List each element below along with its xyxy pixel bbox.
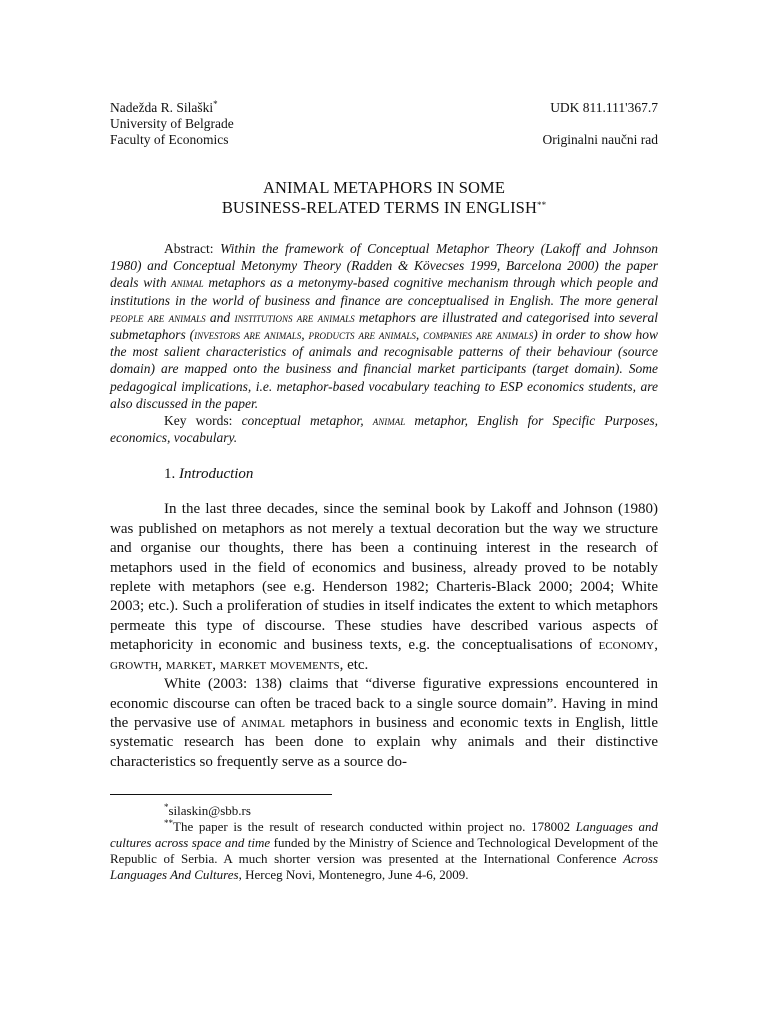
- body-text: [110, 500, 658, 772]
- paragraph-text: In the last three decades, since the seminal book by Lakoff and Johnson (1980) was published on metaphors as not merely a textual decoration but the way we structure and organise our thoughts, there has been a continuing interest in the research of metaphors used in the field of economics and business, already proved to be notably replete with metaphors (see e.g. Henderson 1982; Charteris-Black 2000; 2004; White 2003; etc.). Such a proliferation of studies in itself indicates the extent to which metaphors permeate this type of discourse. These studies have described various aspects of metaphoricity in economic and business texts, e.g. the conceptualisations of: [110, 501, 658, 654]
- title-line-1: ANIMAL METAPHORS IN SOME: [262, 178, 506, 197]
- abstract: [110, 240, 658, 412]
- abstract-text: metaphors are illustrated and categorised into several submetaphors (: [110, 309, 658, 343]
- footnote-rule: [110, 794, 332, 795]
- abstract-text: ) in order to show how the most salient characteristics of animals and recognisable patterns of their behaviour (source domain) are mapped onto the business and financial market participants (target domain). Some pedagogical implications, i.e. metaphor-based vocabulary teaching to ESP economics students, are also discussed in the paper.: [110, 327, 659, 411]
- paper-page: [110, 100, 658, 883]
- abstract-smallcaps: institutions are animals: [234, 309, 355, 325]
- paragraph-2: [110, 675, 658, 772]
- author-footnote-mark: *: [213, 99, 218, 109]
- footnote-mark: *: [164, 802, 169, 813]
- classification-block: [543, 100, 658, 148]
- conference-title: Across Languages And Cultures: [110, 851, 658, 883]
- footnotes: [110, 803, 658, 883]
- section-title: Introduction: [179, 466, 254, 483]
- abstract-text: and: [205, 309, 235, 325]
- title-line-2: BUSINESS-RELATED TERMS IN ENGLISH: [221, 198, 537, 217]
- abstract-text: metaphors as a metonymy-based cognitive mechanism through which people and institutions in the world of business and finance are conceptualised in English. The more general: [110, 275, 658, 308]
- keywords: [110, 412, 658, 446]
- footnote-mark: **: [164, 818, 173, 829]
- footnote-text: The paper is the result of research conducted within project no. 178002: [173, 819, 576, 835]
- keywords-text: conceptual metaphor,: [241, 413, 373, 429]
- section-heading: [110, 464, 658, 484]
- paragraph-smallcaps: animal: [240, 714, 285, 731]
- page-header: [110, 100, 658, 156]
- abstract-block: [110, 240, 658, 446]
- footnote-1: [110, 803, 658, 819]
- abstract-smallcaps: animal: [171, 275, 204, 291]
- abstract-smallcaps: investors are animals, products are animals, companies are animals: [194, 327, 534, 343]
- footnote-text: funded by the Ministry of Science and Technological Development of the Republic of Serbia. A much shorter version was presented at the International Conference: [110, 835, 658, 867]
- author-block: [110, 100, 234, 148]
- project-title: Languages and cultures across space and time: [110, 819, 658, 851]
- abstract-text: Within the framework of Conceptual Metaphor Theory (Lakoff and Johnson 1980) and Conceptual Metonymy Theory (Radden & Kövecses 1999, Barcelona 2000) the paper deals with: [110, 241, 658, 291]
- footnote-text: , Herceg Novi, Montenegro, June 4-6, 2009.: [238, 867, 469, 883]
- keywords-text: metaphor, English for Specific Purposes, economics, vocabulary.: [110, 413, 658, 446]
- paragraph-text: , etc.: [339, 656, 369, 673]
- abstract-label: Abstract:: [164, 241, 221, 256]
- paper-title: [110, 178, 658, 218]
- paragraph-text: metaphors in business and economic texts in English, little systematic research has been done to explain why animals and their distinctive characteristics so frequently serve as a source do-: [110, 714, 659, 770]
- keywords-smallcaps: animal: [372, 413, 406, 429]
- author-name: Nadežda R. Silaški: [110, 100, 214, 115]
- udk-code: UDK 811.111'367.7: [550, 100, 658, 115]
- affiliation-university: University of Belgrade: [110, 116, 234, 131]
- paragraph-1: [110, 500, 658, 675]
- footnote-2: [110, 819, 658, 883]
- keywords-label: Key words:: [164, 413, 242, 429]
- section-number: 1.: [164, 466, 179, 483]
- affiliation-faculty: Faculty of Economics: [110, 132, 229, 147]
- title-footnote-mark: **: [536, 200, 547, 210]
- paragraph-smallcaps: economy, growth, market, market movements: [110, 637, 658, 673]
- author-email: silaskin@sbb.rs: [168, 803, 251, 819]
- paper-type: Originalni naučni rad: [542, 132, 658, 147]
- abstract-smallcaps: people are animals: [110, 309, 206, 325]
- paragraph-text: White (2003: 138) claims that “diverse figurative expressions encountered in economic discourse can often be traced back to a single source domain”. Having in mind the pervasive use of: [110, 676, 658, 731]
